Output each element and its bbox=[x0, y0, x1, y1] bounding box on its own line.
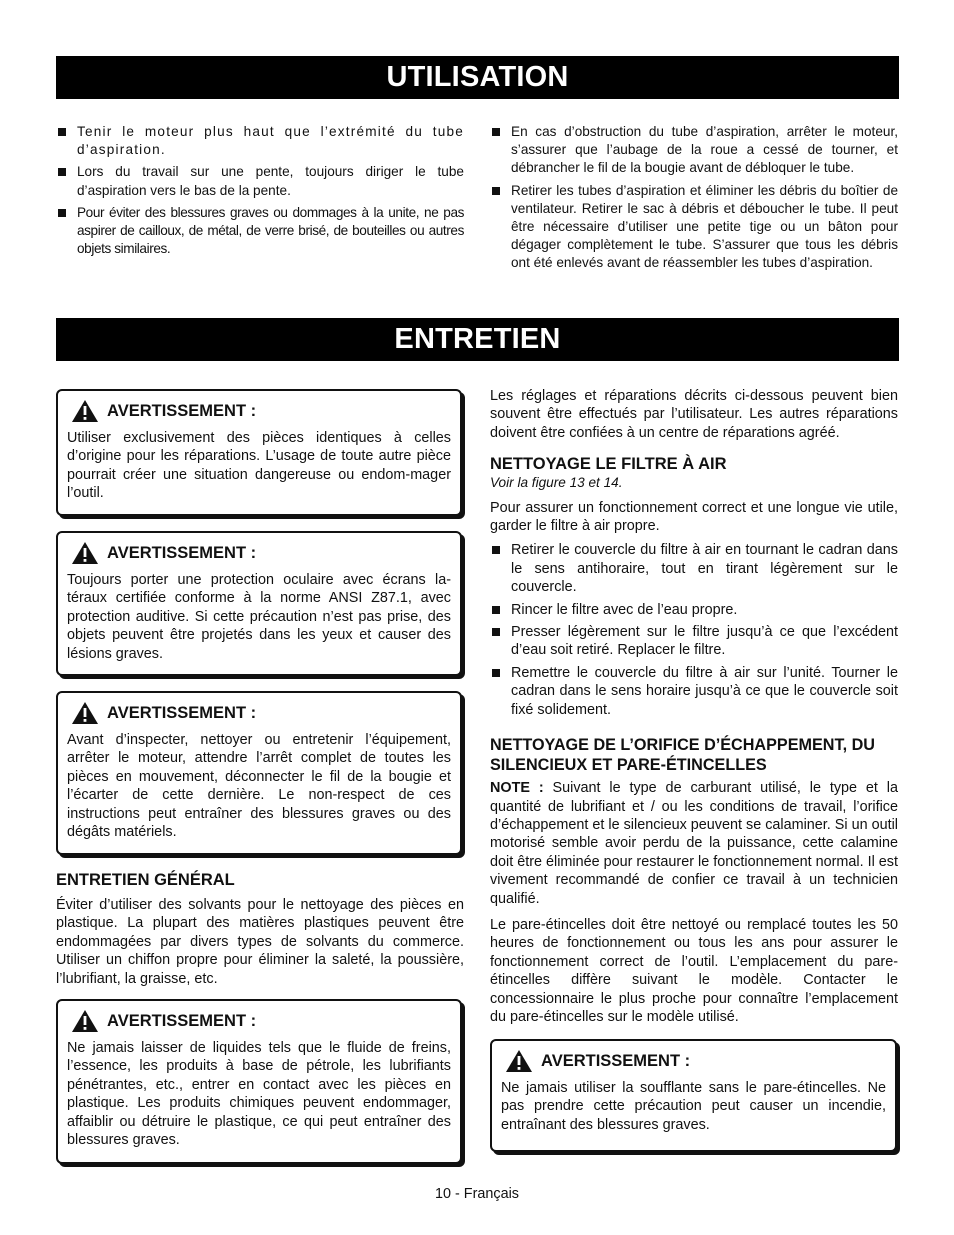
warning-text: Ne jamais laisser de liquides tels que le fluide de freins, l’essence, les produits à base de pétrole, les lubrifiants pénétrantes, etc., entrer en contact avec les pièces en plastique. Les produits chimiques peuvent endommager, affaiblir ou détruire le plastique, ce qui peut entraîner des blessures graves. bbox=[67, 1040, 451, 1149]
utilisation-right-column bbox=[490, 123, 898, 277]
list-item: Presser légèrement sur le filtre jusqu’à ce que l’excédent d’eau soit retiré. Replacer le filtre. bbox=[490, 623, 898, 660]
warning-box-1 bbox=[56, 389, 462, 516]
note-paragraph bbox=[490, 779, 898, 908]
section-heading: ENTRETIEN GÉNÉRAL bbox=[56, 871, 235, 889]
warning-triangle-icon bbox=[505, 1049, 533, 1073]
list-item: Retirer les tubes d’aspiration et éliminer les débris du boîtier de ventilateur. Retirer le sac à débris et déboucher le tube. Il peut être nécessaire d’utiliser une petite tige ou un bâton pour dégager complètement le tube. S’assurer que tous les débris ont été enlevés avant de réassembler les tubes d’aspiration. bbox=[490, 182, 898, 273]
warning-title: AVERTISSEMENT : bbox=[107, 703, 257, 722]
warning-triangle-icon bbox=[71, 399, 99, 423]
warning-triangle-icon bbox=[71, 541, 99, 565]
warning-box-4 bbox=[56, 999, 462, 1164]
entretien-banner: ENTRETIEN bbox=[56, 318, 899, 361]
note-text: Suivant le type de carburant utilisé, le type et la quantité de lubrifiant et / ou les conditions de travail, l’orifice d’échappement et le silencieux peuvent se calaminer. Si un outil motorisé semble avoir perdu de la puissance, cette calamine doit être éliminée pour restaurer le fonctionnement normal. Il est vivement recommandé de confier ce travail à un technicien qualifié. bbox=[490, 780, 899, 907]
utilisation-banner: UTILISATION bbox=[56, 56, 899, 99]
list-item: Retirer le couvercle du filtre à air en tournant le cadran dans le sens antihoraire, tout en tirant légèrement sur le couvercle. bbox=[490, 541, 898, 596]
warning-box-3 bbox=[56, 691, 462, 855]
list-item: En cas d’obstruction du tube d’aspiration, arrêter le moteur, s’assurer que l’aubage de la roue a cessé de tourner, et débrancher le fil de la bougie avant de débloquer le tube. bbox=[490, 123, 898, 178]
warning-title: AVERTISSEMENT : bbox=[107, 1011, 257, 1030]
note-label: NOTE : bbox=[490, 780, 544, 797]
figure-reference: Voir la figure 13 et 14. bbox=[490, 475, 623, 491]
warning-box-5 bbox=[490, 1039, 897, 1152]
list-item: Remettre le couvercle du filtre à air sur l’unité. Tourner le cadran dans le sens horaire jusqu’à ce que le couvercle soit fixé solidement. bbox=[490, 664, 898, 719]
list-item: Pour éviter des blessures graves ou dommages à la unite, ne pas aspirer de cailloux, de métal, de verre brisé, de bouteilles ou autres objets similaires. bbox=[56, 204, 464, 259]
right-column bbox=[490, 387, 898, 1026]
warning-title: AVERTISSEMENT : bbox=[107, 543, 257, 562]
filter-steps-list bbox=[490, 541, 898, 719]
spark-arrestor-text: Le pare-étincelles doit être nettoyé ou remplacé toutes les 50 heures de fonctionnement ou tous les ans pour assurer le fonctionnement correct de l’outil. L’emplacement du pare-étincelles diffère suivant le modèle. Contacter le concessionnaire le plus proche pour connaître l’emplacement du pare-étincelles sur le modèle utilisé. bbox=[490, 916, 898, 1025]
general-section bbox=[56, 870, 464, 988]
warning-triangle-icon bbox=[71, 1009, 99, 1033]
warning-title: AVERTISSEMENT : bbox=[541, 1051, 691, 1070]
warning-text: Utiliser exclusivement des pièces identiques à celles d’origine pour les réparations. L’usage de toute autre pièce pourrait créer une situation dangereuse ou endom-mager l’outil. bbox=[67, 430, 451, 502]
utilisation-left-column bbox=[56, 123, 464, 262]
warning-text: Ne jamais utiliser la soufflante sans le pare-étincelles. Ne pas prendre cette précaution peut causer un incendie, entraînant des blessures graves. bbox=[501, 1080, 886, 1133]
warning-title: AVERTISSEMENT : bbox=[107, 401, 257, 420]
page-footer: 10 - Français bbox=[435, 1186, 519, 1202]
list-item: Tenir le moteur plus haut que l’extrémité du tube d’aspiration. bbox=[56, 123, 464, 159]
list-item: Lors du travail sur une pente, toujours diriger le tube d’aspiration vers le bas de la pente. bbox=[56, 163, 464, 199]
intro-text: Les réglages et réparations décrits ci-dessous peuvent bien souvent être effectués par l’utilisateur. Les autres réparations doivent être confiées à un centre de réparations agréé. bbox=[490, 388, 898, 441]
utilisation-left-list bbox=[56, 123, 464, 258]
warning-triangle-icon bbox=[71, 701, 99, 725]
list-item: Rincer le filtre avec de l’eau propre. bbox=[490, 601, 898, 619]
section-heading: NETTOYAGE DE L’ORIFICE D’ÉCHAPPEMENT, DU SILENCIEUX ET PARE-ÉTINCELLES bbox=[490, 736, 875, 775]
utilisation-right-list bbox=[490, 123, 898, 273]
warning-text: Toujours porter une protection oculaire avec écrans la-téraux certifiée conforme à la norme ANSI Z87.1, avec protection auditive. Si cette précaution n’est pas prise, des objets peuvent être projetés dans les yeux et causer des lésions graves. bbox=[67, 572, 451, 662]
filter-text: Pour assurer un fonctionnement correct et une longue vie utile, garder le filtre à air propre. bbox=[490, 499, 898, 535]
warning-box-2 bbox=[56, 531, 462, 676]
section-heading: NETTOYAGE LE FILTRE À AIR bbox=[490, 455, 727, 474]
general-text: Éviter d’utiliser des solvants pour le nettoyage des pièces en plastique. La plupart des matières plastiques peuvent être endommagées par divers types de solvants du commerce. Utiliser un chiffon propre pour éliminer la saleté, la poussière, l’lubrifiant, la graisse, etc. bbox=[56, 897, 464, 987]
warning-text: Avant d’inspecter, nettoyer ou entretenir l’équipement, arrêter le moteur, attendre l’arrêt complet de toutes les pièces en mouvement, déconnecter le fil de la bougie et l’écarter de cette dernière. Le non-respect de ces instructions peut entraîner des blessures graves ou des dégâts matériels. bbox=[67, 732, 451, 841]
